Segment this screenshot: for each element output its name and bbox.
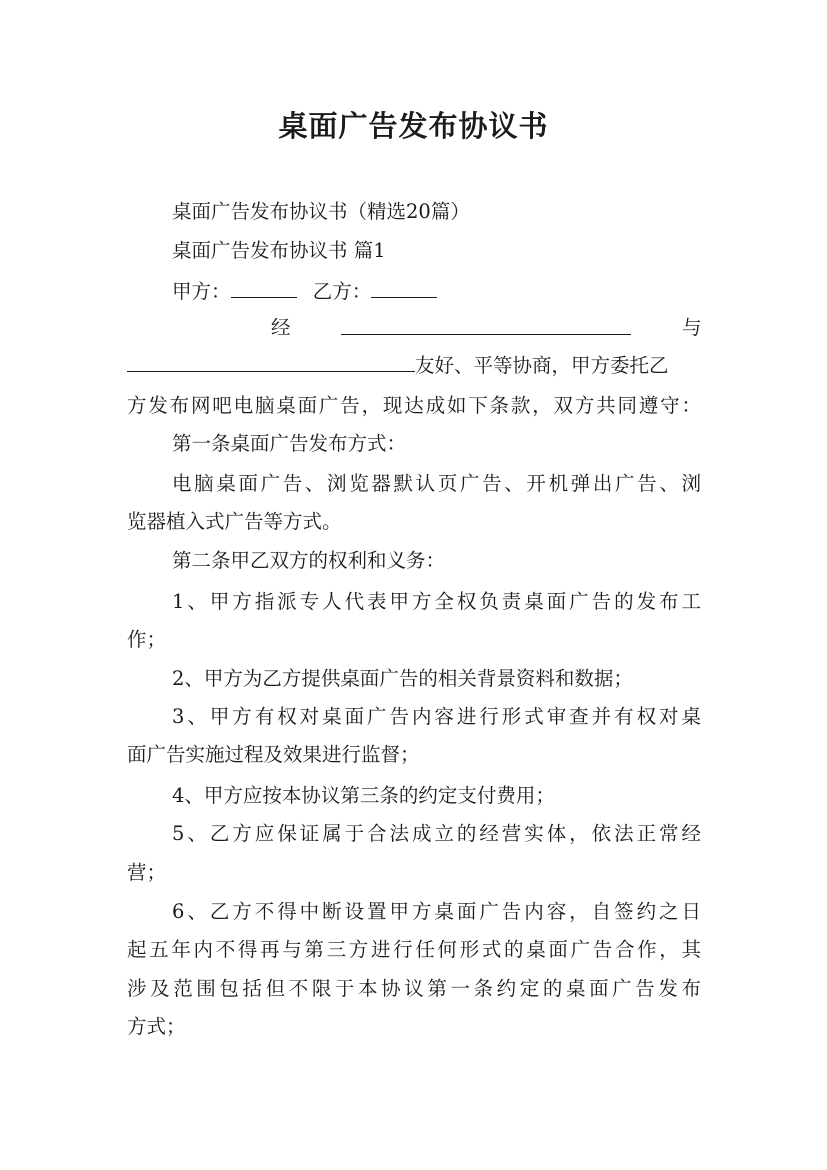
paragraph-line: 6、乙方不得中断设置甲方桌面广告内容，自签约之日 (172, 900, 701, 923)
paragraph-line: 起五年内不得再与第三方进行任何形式的桌面广告合作，其 (127, 938, 701, 961)
paragraph-line: 1、甲方指派专人代表甲方全权负责桌面广告的发布工 (172, 590, 701, 613)
paragraph-line: 4、甲方应按本协议第三条的约定支付费用； (172, 784, 555, 807)
blank-2 (127, 355, 415, 372)
paragraph-line: 5、乙方应保证属于合法成立的经营实体，依法正常经 (172, 822, 701, 845)
paragraph-line: 方式； (127, 1015, 186, 1038)
party-b-blank (371, 281, 437, 298)
party-b-label: 乙方： (312, 280, 372, 303)
paragraph-line: 览器植入式广告等方式。 (127, 510, 342, 533)
paragraph-line: 面广告实施过程及效果进行监督； (127, 743, 420, 766)
paragraph-line: 营； (127, 861, 167, 884)
parties-line (172, 280, 701, 304)
section-heading: 桌面广告发布协议书 篇1 (172, 239, 386, 262)
paragraph-line: 涉及范围包括但不限于本协议第一条约定的桌面广告发布 (127, 977, 701, 1000)
subtitle-line: 桌面广告发布协议书（精选20篇） (172, 200, 470, 223)
document-title: 桌面广告发布协议书 (278, 109, 549, 143)
article-2-heading: 第二条甲乙双方的权利和义务： (172, 549, 446, 572)
blank-1 (341, 318, 631, 335)
yu-word: 与 (682, 316, 702, 339)
party-a-blank (231, 281, 297, 298)
paragraph-line: 方发布网吧电脑桌面广告，现达成如下条款，双方共同遵守： (127, 394, 701, 417)
party-a-label: 甲方： (172, 280, 231, 303)
agreement-text: 友好、平等协商，甲方委托乙 (415, 354, 669, 377)
paragraph-line: 作； (127, 628, 167, 651)
article-1-heading: 第一条桌面广告发布方式： (172, 432, 407, 455)
paragraph-line: 电脑桌面广告、浏览器默认页广告、开机弹出广告、浏 (172, 472, 701, 495)
jing-word: 经 (271, 316, 291, 339)
paragraph-line: 3、甲方有权对桌面广告内容进行形式审查并有权对桌 (172, 705, 701, 728)
paragraph-line: 2、甲方为乙方提供桌面广告的相关背景资料和数据； (172, 667, 633, 690)
agreement-line-2 (127, 354, 701, 378)
